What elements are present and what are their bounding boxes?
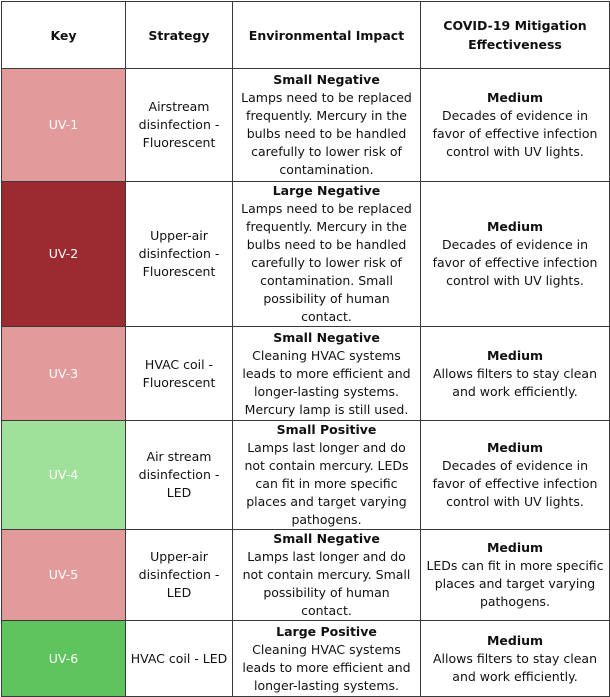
impact-title: Large Positive (276, 623, 377, 639)
impact-title: Large Negative (272, 183, 381, 198)
impact-title: Small Negative (273, 531, 380, 546)
key-cell: UV-2 (2, 182, 126, 327)
impact-cell (233, 530, 421, 621)
effectiveness-title: Medium (486, 347, 544, 363)
impact-cell (233, 69, 421, 182)
effectiveness-text: LEDs can fit in more specific places and target varying pathogens. (426, 558, 604, 609)
effectiveness-cell (421, 69, 610, 182)
impact-cell (233, 621, 421, 697)
effectiveness-text: Decades of evidence in favor of effective infection control with UV lights. (432, 458, 598, 509)
strategy-cell: Upper-air disinfection - LED (126, 530, 233, 621)
key-cell: UV-1 (2, 69, 126, 182)
impact-text: Cleaning HVAC systems leads to more efficient and longer-lasting systems. (242, 641, 411, 693)
key-cell: UV-5 (2, 530, 126, 621)
table-row (2, 182, 610, 327)
table-row (2, 530, 610, 621)
effectiveness-text: Allows filters to stay clean and work efficiently. (432, 365, 597, 399)
strategy-cell: Airstream disinfection - Fluorescent (126, 69, 233, 182)
impact-text: Lamps last longer and do not contain mercury. LEDs can fit in more specific places and target varying pathogens. (244, 440, 409, 527)
header-strategy: Strategy (126, 2, 233, 69)
impact-cell (233, 421, 421, 530)
key-cell: UV-3 (2, 327, 126, 421)
impact-text: Cleaning HVAC systems leads to more efficient and longer-lasting systems. Mercury lamp is still used. (242, 347, 411, 417)
effectiveness-cell (421, 327, 610, 421)
impact-title: Small Negative (273, 72, 380, 87)
effectiveness-text: Decades of evidence in favor of effective infection control with UV lights. (432, 237, 598, 288)
effectiveness-text: Decades of evidence in favor of effective infection control with UV lights. (432, 108, 598, 159)
effectiveness-cell (421, 530, 610, 621)
table-row (2, 621, 610, 697)
strategy-cell: HVAC coil - Fluorescent (126, 327, 233, 421)
strategy-cell: Air stream disinfection - LED (126, 421, 233, 530)
table-row (2, 69, 610, 182)
key-cell: UV-4 (2, 421, 126, 530)
uv-strategy-table (1, 1, 610, 697)
effectiveness-cell (421, 182, 610, 327)
header-environmental-impact: Environmental Impact (233, 2, 421, 69)
table-row (2, 421, 610, 530)
effectiveness-title: Medium (486, 540, 544, 555)
effectiveness-title: Medium (486, 440, 544, 455)
impact-title: Small Negative (273, 329, 380, 345)
strategy-cell: Upper-air disinfection - Fluorescent (126, 182, 233, 327)
effectiveness-title: Medium (486, 632, 544, 648)
header-row (2, 2, 610, 69)
impact-text: Lamps need to be replaced frequently. Mercury in the bulbs need to be handled carefully to lower risk of contamination. Small possibility of human contact. (241, 201, 412, 324)
impact-cell (233, 327, 421, 421)
table-row (2, 327, 610, 421)
impact-title: Small Positive (276, 422, 377, 437)
effectiveness-cell (421, 621, 610, 697)
strategy-cell: HVAC coil - LED (126, 621, 233, 697)
effectiveness-title: Medium (486, 90, 544, 105)
effectiveness-title: Medium (486, 219, 544, 234)
impact-text: Lamps need to be replaced frequently. Mercury in the bulbs need to be handled carefully to lower risk of contamination. (241, 90, 412, 177)
effectiveness-cell (421, 421, 610, 530)
header-covid-effectiveness: COVID-19 Mitigation Effectiveness (421, 2, 610, 69)
impact-cell (233, 182, 421, 327)
header-key: Key (2, 2, 126, 69)
key-cell: UV-6 (2, 621, 126, 697)
impact-text: Lamps last longer and do not contain mercury. Small possibility of human contact. (242, 549, 411, 618)
effectiveness-text: Allows filters to stay clean and work efficiently. (432, 650, 597, 684)
